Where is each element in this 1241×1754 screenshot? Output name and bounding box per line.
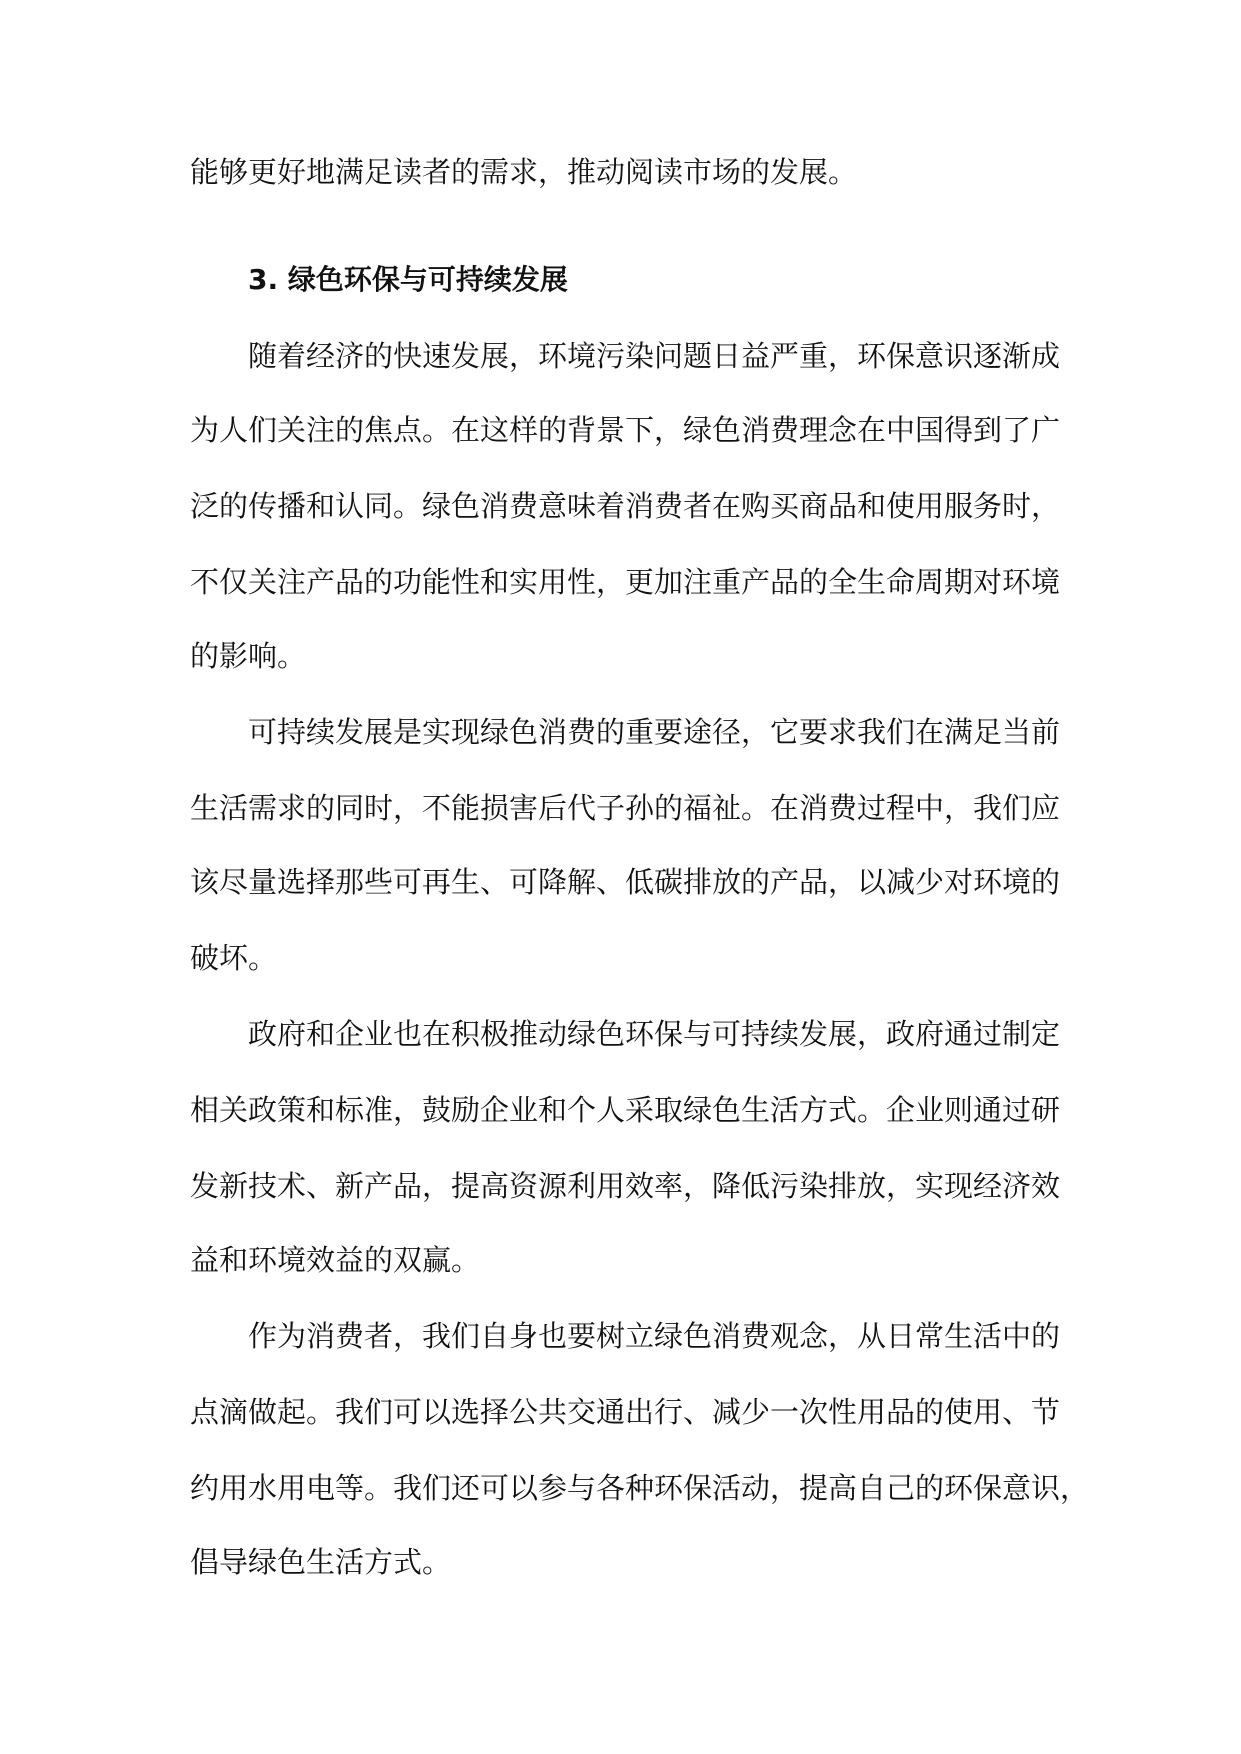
text-line: 政府和企业也在积极推动绿色环保与可持续发展，政府通过制定 <box>248 1017 1061 1051</box>
text-line: 约用水用电等。我们还可以参与各种环保活动，提高自己的环保意识， <box>190 1471 1090 1505</box>
text-line: 破坏。 <box>190 941 278 975</box>
text-line: 泛的传播和认同。绿色消费意味着消费者在购买商品和使用服务时， <box>190 489 1061 523</box>
text-line: 点滴做起。我们可以选择公共交通出行、减少一次性用品的使用、节 <box>190 1395 1061 1429</box>
text-line: 该尽量选择那些可再生、可降解、低碳排放的产品，以减少对环境的 <box>190 865 1061 899</box>
text-line: 作为消费者，我们自身也要树立绿色消费观念，从日常生活中的 <box>248 1319 1061 1353</box>
text-line: 相关政策和标准，鼓励企业和个人采取绿色生活方式。企业则通过研 <box>190 1093 1061 1127</box>
text-line: 可持续发展是实现绿色消费的重要途径，它要求我们在满足当前 <box>248 715 1061 749</box>
text-line: 为人们关注的焦点。在这样的背景下，绿色消费理念在中国得到了广 <box>190 413 1061 447</box>
section-heading: 3. 绿色环保与可持续发展 <box>248 263 568 296</box>
text-line: 益和环境效益的双赢。 <box>190 1243 481 1277</box>
text-line: 生活需求的同时，不能损害后代子孙的福祉。在消费过程中，我们应 <box>190 791 1061 825</box>
text-line: 随着经济的快速发展，环境污染问题日益严重，环保意识逐渐成 <box>248 339 1061 373</box>
text-line: 不仅关注产品的功能性和实用性，更加注重产品的全生命周期对环境 <box>190 565 1061 599</box>
text-line: 的影响。 <box>190 639 307 673</box>
text-line: 倡导绿色生活方式。 <box>190 1545 452 1579</box>
text-line: 发新技术、新产品，提高资源利用效率，降低污染排放，实现经济效 <box>190 1169 1061 1203</box>
text-line: 能够更好地满足读者的需求，推动阅读市场的发展。 <box>190 155 858 189</box>
